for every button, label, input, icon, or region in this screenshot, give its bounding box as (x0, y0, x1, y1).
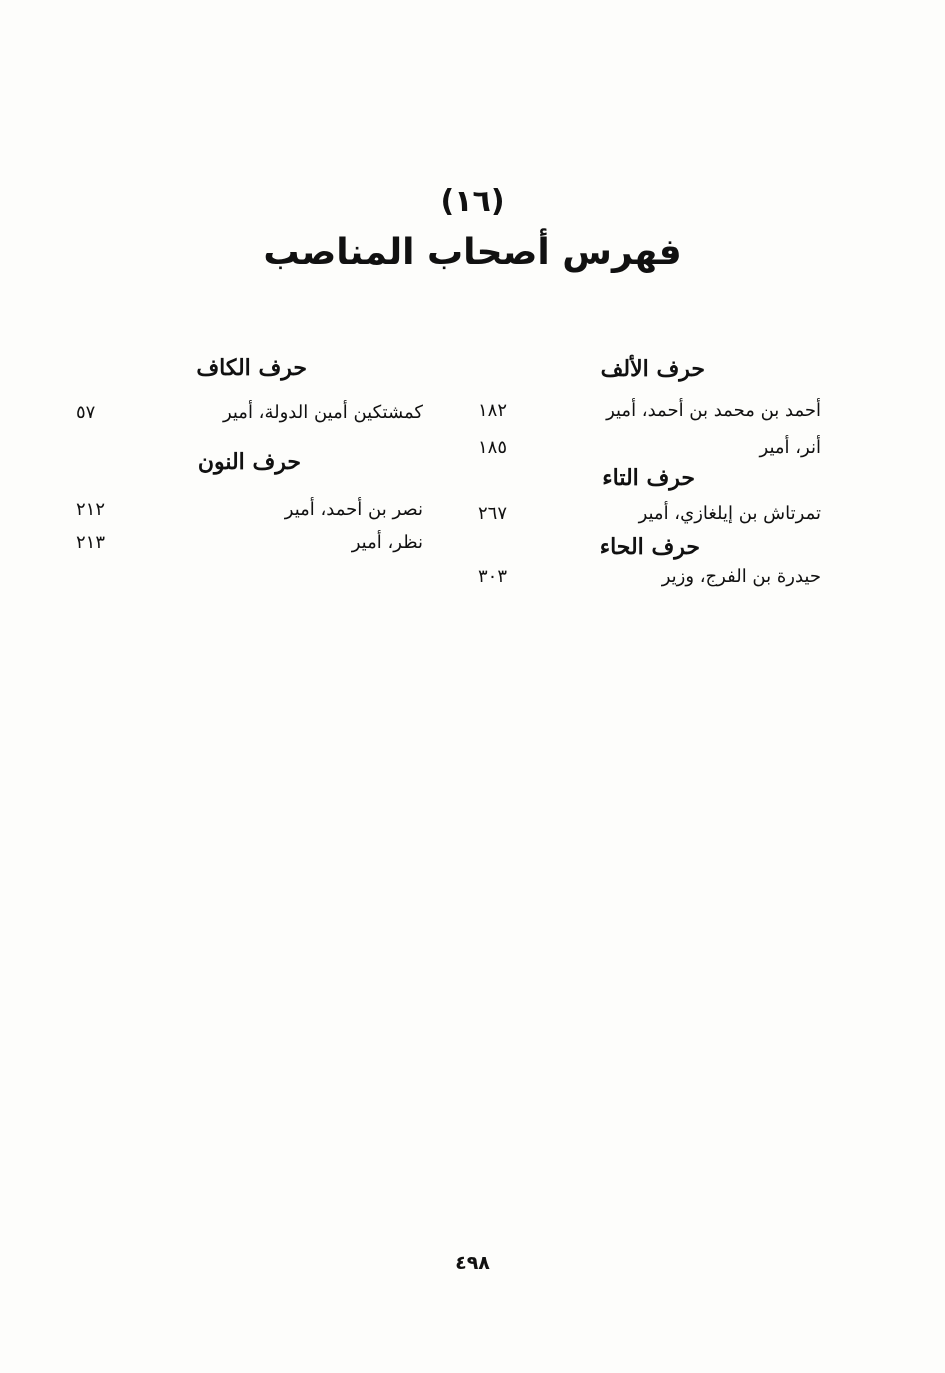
entry-name: كمشتكين أمين الدولة، أمير (222, 402, 423, 423)
page-title: فهرس أصحاب المناصب (263, 232, 682, 273)
entry-page: ٢٦٧ (478, 503, 508, 524)
section-heading-alif: حرف الألف (600, 356, 705, 382)
section-heading-ha: حرف الحاء (599, 534, 700, 560)
entry-page: ١٨٢ (478, 400, 508, 421)
entry-name: تمرتاش بن إيلغازي، أمير (638, 503, 821, 524)
entry-name: حيدرة بن الفرج، وزير (661, 566, 821, 587)
page-number: ٤٩٨ (455, 1252, 490, 1274)
entry-page: ٢١٣ (76, 532, 106, 553)
entry-name: نصر بن أحمد، أمير (284, 499, 423, 520)
section-heading-nun: حرف النون (197, 449, 301, 475)
entry-page: ١٨٥ (478, 437, 508, 458)
entry-name: نظر، أمير (351, 532, 423, 553)
section-heading-ta: حرف التاء (602, 465, 695, 491)
entry-page: ٣٠٣ (478, 566, 508, 587)
entry-name: أنر، أمير (759, 437, 821, 458)
entry-page: ٢١٢ (76, 499, 106, 520)
entry-page: ٥٧ (76, 402, 96, 423)
index-number: (١٦) (440, 184, 505, 219)
entry-name: أحمد بن محمد بن أحمد، أمير (606, 400, 821, 421)
section-heading-kaf: حرف الكاف (196, 355, 307, 381)
